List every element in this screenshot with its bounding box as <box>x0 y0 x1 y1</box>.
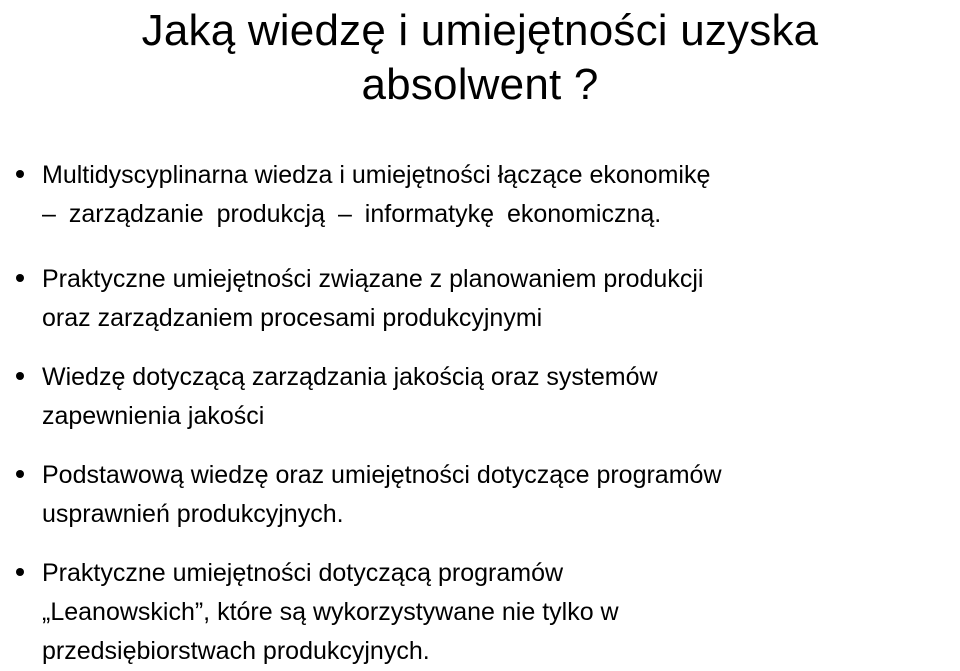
slide-title-line-2: absolwent ? <box>361 60 599 109</box>
bullet-text <box>42 358 658 436</box>
bullet-text-line: Praktyczne umiejętności związane z planowaniem produkcji <box>42 265 704 293</box>
bullet-dot-icon <box>16 470 24 478</box>
bullet-text-line: Wiedzę dotyczącą zarządzania jakością oraz systemów <box>42 363 658 391</box>
bullet-text <box>42 260 703 338</box>
bullet-text-line: oraz zarządzaniem procesami produkcyjnymi <box>42 304 543 332</box>
bullet-text-line: Praktyczne umiejętności dotyczącą programów <box>42 559 564 587</box>
bullet-text-line: Podstawową wiedzę oraz umiejętności dotyczące programów <box>42 461 722 489</box>
bullet-text-line: przedsiębiorstwach produkcyjnych. <box>42 637 430 665</box>
bullet-dot-icon <box>16 170 24 178</box>
bullet-text-line: Multidyscyplinarna wiedza i umiejętności łączące ekonomikę <box>42 161 711 189</box>
bullet-text-line: „Leanowskich”, które są wykorzystywane nie tylko w <box>42 598 619 626</box>
bullet-text-line: – zarządzanie produkcją – informatykę ekonomiczną. <box>42 200 662 228</box>
slide-title-line-1: Jaką wiedzę i umiejętności uzyska <box>141 6 819 55</box>
bullet-text-line: zapewnienia jakości <box>42 402 265 430</box>
bullet-dot-icon <box>16 274 24 282</box>
bullet-text <box>42 156 942 234</box>
slide-title <box>40 4 920 112</box>
bullet-dot-icon <box>16 568 24 576</box>
bullet-dot-icon <box>16 372 24 380</box>
bullet-text-line: usprawnień produkcyjnych. <box>42 500 344 528</box>
bullet-text <box>42 554 619 671</box>
bullet-text <box>42 456 722 534</box>
